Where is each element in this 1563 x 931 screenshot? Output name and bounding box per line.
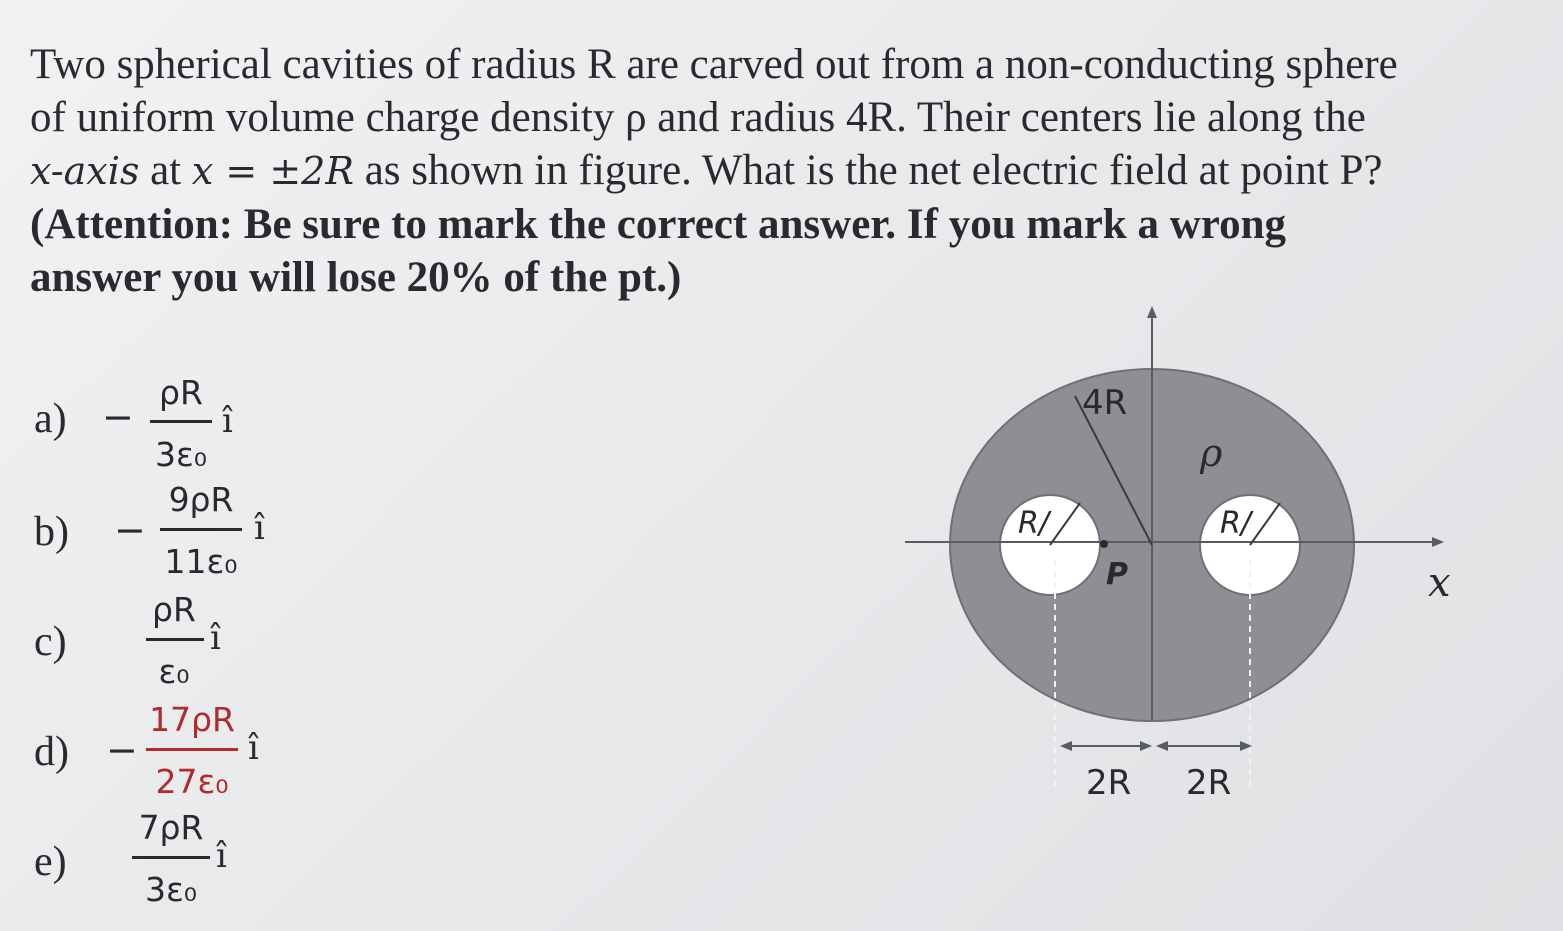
x-axis-label: x [1428, 560, 1451, 606]
minus-sign: − [114, 508, 146, 552]
right-cavity-label: R/ [1220, 506, 1251, 541]
minus-sign: − [106, 728, 138, 772]
denominator: 3ε₀ [144, 870, 198, 909]
numerator: ρR [159, 373, 203, 412]
density-label: ρ [1200, 431, 1223, 475]
option-letter: e) [34, 839, 67, 885]
minus-sign: − [102, 395, 134, 439]
unit-vector-i: î [216, 836, 227, 876]
attention-line-2: answer you will lose 20% of the pt.) [30, 254, 682, 301]
denominator: 27ε₀ [155, 762, 229, 801]
numerator: 7ρR [138, 808, 204, 847]
option-letter: a) [34, 396, 67, 442]
question-line-2: of uniform volume charge density ρ and radius 4R. Their centers lie along the [30, 94, 1366, 141]
unit-vector-i: î [222, 401, 233, 441]
denominator: 11ε₀ [164, 542, 238, 581]
dim-right-label: 2R [1186, 763, 1232, 803]
denominator: ε₀ [158, 652, 190, 691]
dim-left-label: 2R [1086, 763, 1132, 803]
unit-vector-i: î [210, 618, 221, 658]
option-letter: d) [34, 729, 69, 775]
option-letter: b) [34, 509, 69, 555]
numerator: 17ρR [149, 700, 235, 739]
left-cavity-label: R/ [1018, 506, 1049, 541]
question-line-1: Two spherical cavities of radius R are carved out from a non-conducting sphere [30, 41, 1398, 88]
numerator: ρR [152, 590, 196, 629]
big-radius-label: 4R [1082, 383, 1128, 423]
x-axis-term: x-axis [30, 149, 140, 193]
numerator: 9ρR [168, 480, 234, 519]
point-p-dot [1100, 540, 1108, 548]
question-at: at [139, 147, 192, 194]
unit-vector-i: î [248, 728, 259, 768]
denominator: 3ε₀ [154, 435, 208, 474]
point-p-label: P [1106, 557, 1128, 592]
position-expression: x = ±2R [191, 149, 354, 193]
question-line-3-rest: as shown in figure. What is the net electric field at point P? [353, 147, 1383, 194]
attention-line-1: (Attention: Be sure to mark the correct answer. If you mark a wrong [30, 201, 1286, 248]
unit-vector-i: î [254, 508, 265, 548]
option-letter: c) [34, 619, 67, 665]
